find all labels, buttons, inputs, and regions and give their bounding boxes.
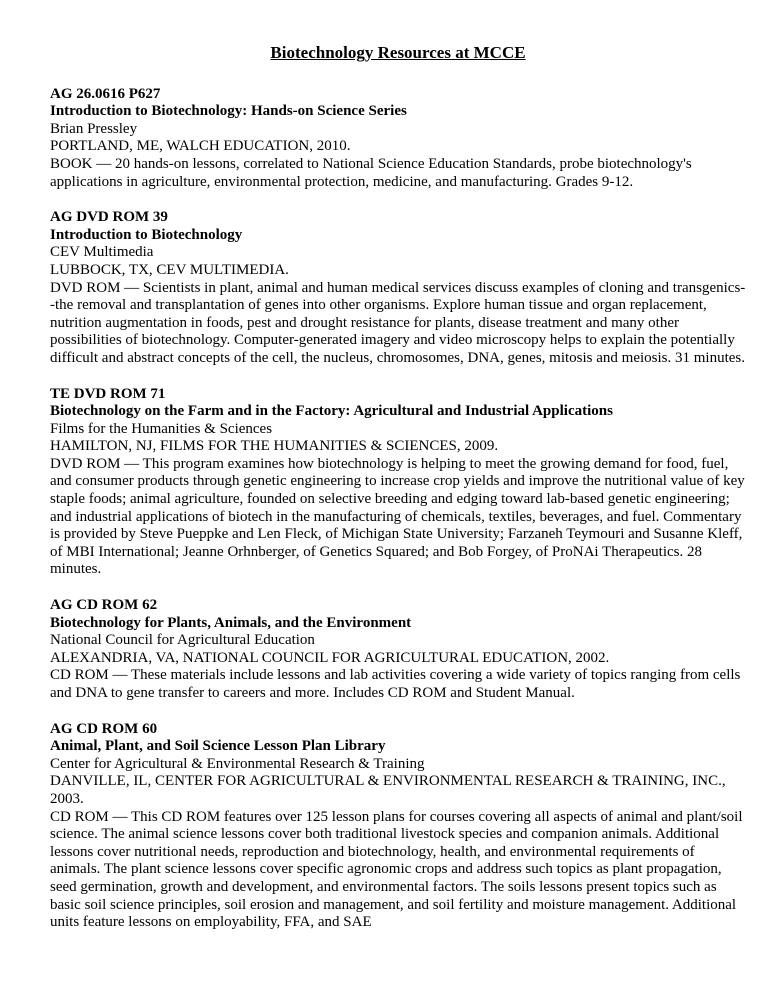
call-number: TE DVD ROM 71 [50,385,166,402]
call-number: AG DVD ROM 39 [50,209,168,226]
resource-title: Biotechnology for Plants, Animals, and the Environment [50,614,412,631]
resource-description: CD ROM — These materials include lessons and lab activities covering a wide variety of topics ranging from cells and DNA to gene transfer to careers and more. Includes CD ROM and Student Manual. [50,667,741,701]
resource-entry [50,86,746,192]
call-number: AG CD ROM 60 [50,720,158,737]
resource-title: Introduction to Biotechnology [50,226,243,243]
resource-author: Center for Agricultural & Environmental Research & Training [50,755,425,772]
resource-title: Animal, Plant, and Soil Science Lesson Plan Library [50,738,386,755]
resource-entry [50,721,746,932]
resource-entry [50,209,746,367]
resource-entry [50,597,746,703]
resource-publisher: HAMILTON, NJ, FILMS FOR THE HUMANITIES & SCIENCES, 2009. [50,438,499,455]
call-number: AG 26.0616 P627 [50,85,161,102]
resource-title: Introduction to Biotechnology: Hands-on Science Series [50,103,407,120]
resource-description: BOOK — 20 hands-on lessons, correlated to National Science Education Standards, probe biotechnology's applications in agriculture, environmental protection, medicine, and manufacturing. Grades 9-12. [50,155,692,190]
resource-publisher: PORTLAND, ME, WALCH EDUCATION, 2010. [50,138,351,155]
document-title: Biotechnology Resources at MCCE [270,43,526,62]
resource-publisher: LUBBOCK, TX, CEV MULTIMEDIA. [50,261,289,278]
resource-description: DVD ROM — This program examines how biotechnology is helping to meet the growing demand for food, fuel, and consumer products through genetic engineering to increase crop yields and improve the nutritional value of key staple foods; animal agriculture, founded on selective breeding and edging toward lab-based genetic engineering; and industrial applications of biotech in the manufacturing of chemicals, textiles, beverages, and fuel. Commentary is provided by Steve Pueppke and Len Fleck, of Michigan State University; Farzaneh Teymouri and Susanne Kleff, of MBI International; Jeanne Orhnberger, of Genetics Squared; and Bob Forgey, of ProNAi Therapeutics. 28 minutes. [50,455,745,578]
resource-author: National Council for Agricultural Education [50,632,315,649]
resource-author: Brian Pressley [50,120,138,137]
resource-author: CEV Multimedia [50,244,154,261]
call-number: AG CD ROM 62 [50,597,158,614]
resource-publisher: DANVILLE, IL, CENTER FOR AGRICULTURAL & ENVIRONMENTAL RESEARCH & TRAINING, INC., 2003. [50,773,726,807]
resource-description: DVD ROM — Scientists in plant, animal and human medical services discuss examples of cloning and transgenics--the removal and transplantation of genes into other organisms. Explore human tissue and organ replacement, nutrition augmentation in foods, pest and drought resistance for plants, disease treatment and many other possibilities of biotechnology. Computer-generated imagery and video microscopy helps to explain the potentially difficult and abstract concepts of the cell, the nucleus, chromosomes, DNA, genes, mitosis and meiosis. 31 minutes. [50,279,746,366]
resource-description: CD ROM — This CD ROM features over 125 lesson plans for courses covering all aspects of animal and plant/soil science. The animal science lessons cover both traditional livestock species and companion animals. Additional lessons cover nutritional needs, reproduction and biotechnology, health, and environmental requirements of animals. The plant science lessons cover specific agronomic crops and address such topics as plant propagation, seed germination, growth and development, and environmental factors. The soils lessons present topics such as basic soil science principles, soil erosion and management, and soil fertility and moisture management. Additional units feature lessons on employability, FFA, and SAE [50,808,743,931]
resource-title: Biotechnology on the Farm and in the Factory: Agricultural and Industrial Applications [50,403,613,420]
resource-publisher: ALEXANDRIA, VA, NATIONAL COUNCIL FOR AGRICULTURAL EDUCATION, 2002. [50,649,610,666]
resource-entry [50,386,746,580]
resource-author: Films for the Humanities & Sciences [50,420,273,437]
